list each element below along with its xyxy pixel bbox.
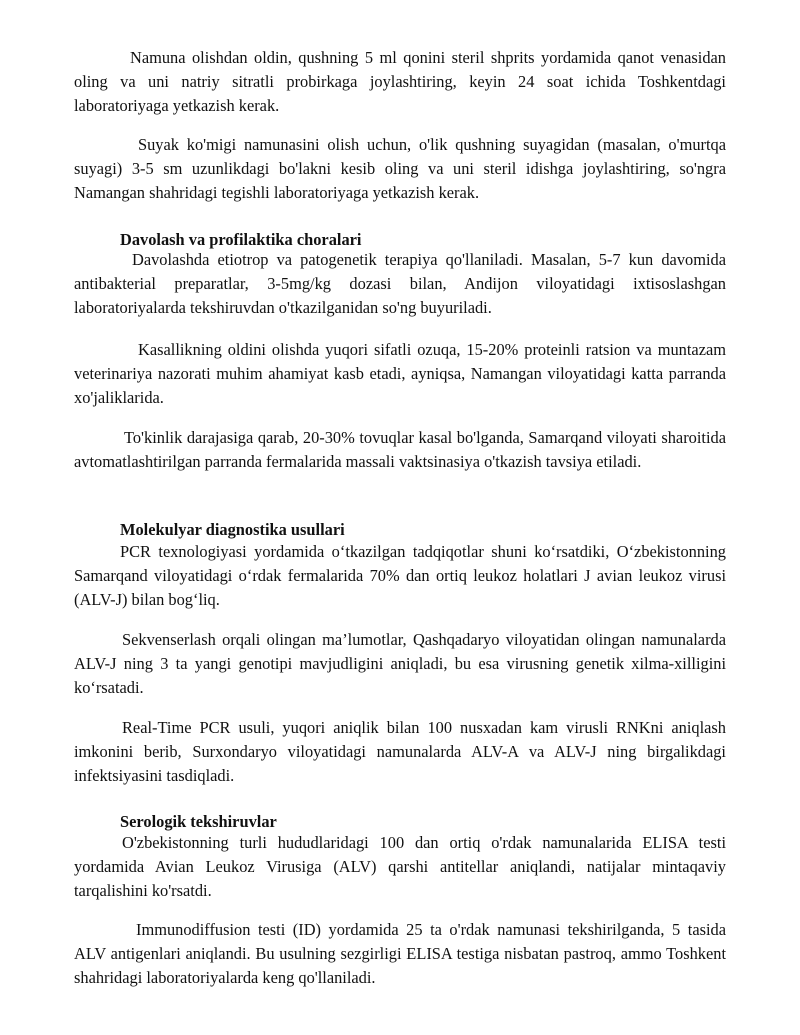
paragraph-sample-collection-blood: Namuna olishdan oldin, qushning 5 ml qonini steril shprits yordamida qanot venasidan oling va uni natriy sitratli probirkaga joylashtiring, keyin 24 soat ichida Toshkentdagi laboratoriyaga yetkazish kerak. bbox=[74, 48, 726, 116]
paragraph-real-time-pcr: Real-Time PCR usuli, yuqori aniqlik bilan 100 nusxadan kam virusli RNKni aniqlash imkonini berib, Surxondaryo viloyatidagi namunalarda ALV-A va ALV-J ning birgalikdagi infektsiyasini tasdiqladi. bbox=[74, 718, 726, 786]
paragraph-elisa: O'zbekistonning turli hududlaridagi 100 dan ortiq o'rdak namunalarida ELISA testi yordamida Avian Leukoz Virusiga (ALV) qarshi antitellar aniqlandi, natijalar mintaqaviy tarqalishini ko'rsatdi. bbox=[74, 833, 726, 901]
heading-serological-tests: Serologik tekshiruvlar bbox=[120, 812, 277, 831]
paragraph-prevention: Kasallikning oldini olishda yuqori sifatli ozuqa, 15-20% proteinli ratsion va muntazam veterinariya nazorati muhim ahamiyat kasb etadi, ayniqsa, Namangan viloyatidagi katta parranda xo'jaliklarida. bbox=[74, 340, 726, 408]
paragraph-sample-collection-bone-marrow: Suyak ko'migi namunasini olish uchun, o'lik qushning suyagidan (masalan, o'murtqa suyagi) 3-5 sm uzunlikdagi bo'lakni kesib oling va uni steril idishga joylashtiring, so'ngra Namangan shahridagi tegishli laboratoriyaga yetkazish kerak. bbox=[74, 135, 726, 203]
paragraph-treatment: Davolashda etiotrop va patogenetik terapiya qo'llaniladi. Masalan, 5-7 kun davomida antibakterial preparatlar, 3-5mg/kg dozasi bilan, Andijon viloyatidagi ixtisoslashgan laboratoriyalarda tekshiruvdan o'tkazilganidan so'ng buyuriladi. bbox=[74, 250, 726, 318]
paragraph-vaccination: To'kinlik darajasiga qarab, 20-30% tovuqlar kasal bo'lganda, Samarqand viloyati sharoitida avtomatlashtirilgan parranda fermalarida massali vaktsinasiya o'tkazish tavsiya etiladi. bbox=[74, 428, 726, 472]
paragraph-sequencing: Sekvenserlash orqali olingan ma’lumotlar, Qashqadaryo viloyatidan olingan namunalarda ALV-J ning 3 ta yangi genotipi mavjudligini aniqladi, bu esa virusning genetik xilma-xilligini ko‘rsatadi. bbox=[74, 630, 726, 698]
heading-molecular-diagnostics: Molekulyar diagnostika usullari bbox=[120, 520, 345, 539]
paragraph-immunodiffusion: Immunodiffusion testi (ID) yordamida 25 ta o'rdak namunasi tekshirilganda, 5 tasida ALV antigenlari aniqlandi. Bu usulning sezgirligi ELISA testiga nisbatan pastroq, ammo Toshkent shahridagi laboratoriyalarda keng qo'llaniladi. bbox=[74, 920, 726, 988]
heading-treatment-prevention: Davolash va profilaktika choralari bbox=[120, 230, 362, 249]
paragraph-pcr: PCR texnologiyasi yordamida o‘tkazilgan tadqiqotlar shuni ko‘rsatdiki, O‘zbekistonning Samarqand viloyatidagi o‘rdak fermalarida 70% dan ortiq leukoz holatlari J avian leukoz virusi (ALV-J) bilan bog‘liq. bbox=[74, 542, 726, 610]
